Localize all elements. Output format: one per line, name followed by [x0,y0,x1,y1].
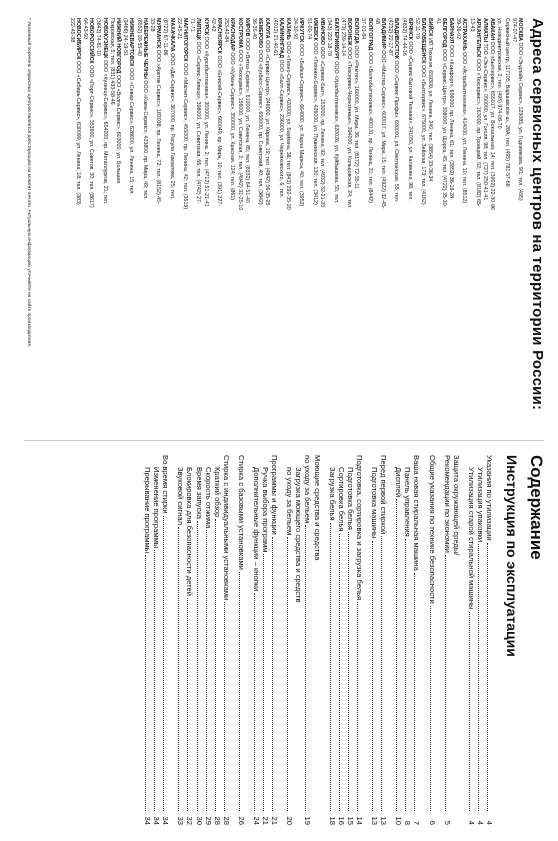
service-center-city: БРЯНСК [406,18,413,40]
toc-entry[interactable] [403,455,412,825]
toc-entry-title: Время запуска [194,467,204,519]
service-center-entry [482,18,488,211]
toc-leader-dots [187,598,188,811]
service-centers-footnote: * Указанный перечень сервисных центров является действующим на момент печати. Актуальную информацию уточняйте на сайте производителя. [26,18,32,348]
service-center-city: МУРМАНСК [155,18,162,49]
service-center-entry [455,18,467,211]
toc-leader-dots [178,527,179,811]
contents-title: Содержание [527,455,546,560]
service-center-entry [210,18,222,211]
service-center-entry [387,18,399,211]
service-center-city: НИЖНЕВАРТОВСК [128,18,135,67]
service-center-city: БЛАГОВЕЩЕНСК [420,18,427,64]
service-center-details: ООО «Техсервис-Черноземье», 394000, ул. Кольцовская, 24; тел. (473) 239-14-14 [339,18,352,209]
toc-leader-dots [381,536,382,811]
service-center-entry [244,18,250,211]
service-center-city: ВОРОНЕЖ [345,18,352,46]
service-center-city: ЛИПЕЦК [195,18,202,40]
toc-leader-dots [215,519,216,811]
service-center-city: КАЛУГА [264,18,271,39]
service-center-city: ИВАНОВО [319,18,326,45]
toc-entry-title: Дополнительные функции – кнопки [252,467,262,592]
service-center-details: ООО «Байкал-Сервис», 664000, ул. Карла Маркса, 40; тел. (3952) 24-30-50 [292,18,305,207]
toc-entry[interactable] [485,455,494,825]
toc-leader-dots [396,499,397,811]
service-center-details: ООО «Волгобыттехника», 400131, пр. Ленина, 31; тел. (8442) 37-01-84 [360,18,373,203]
service-center-city: КЕМЕРОВО [257,18,264,49]
toc-entry[interactable] [176,455,185,825]
service-center-entry [511,18,523,211]
toc-leader-dots [430,606,431,811]
toc-entry[interactable] [313,455,322,825]
toc-entry-page: 10 [394,816,404,825]
toc-entry[interactable] [143,455,152,825]
service-center-entry [306,18,318,211]
toc-leader-dots [197,521,198,811]
service-center-details: Сервисный центр, 117105, Варшавское ш., 28А; тел. (495) 781-57-68 [503,18,510,187]
toc-entry-page: 28 [212,816,222,825]
toc-entry[interactable] [213,455,222,825]
service-center-entry [353,18,359,211]
toc-entry-title: Краткий обзор [212,467,222,518]
toc-entry-page: 34 [161,816,171,825]
service-center-city: НОВОРОССИЙСК [88,18,95,64]
toc-entry-title: Общие указания по технике безопасности [427,455,437,604]
service-center-entry [68,18,80,211]
toc-entry-page: 16 [336,816,346,825]
toc-entry-title: Во время стирки [161,455,171,514]
service-center-entry [400,18,412,211]
service-center-details: ООО «Курскбыттехника», 305000, ул. Ленина, 2; тел. (4712) 51-21-41 [202,36,209,207]
toc-entry-title: Перед первой стиркой [379,455,389,535]
service-center-details: ООО «Магнит-Сервис», 455000, пр. Ленина, 42; тел. (3519) 22-45-21 [175,18,189,210]
toc-entry-page: 33 [176,816,186,825]
service-center-entry [135,18,147,211]
table-of-contents [143,455,494,825]
service-center-city: АЛМАТЫ [481,18,488,43]
toc-entry-page: 30 [194,816,204,825]
toc-entry-title: Стирка с базовыми установками [236,455,246,570]
toc-entry-title: Указания по утилизации [485,455,494,541]
service-center-entry [202,18,208,211]
service-centers-section [26,18,546,418]
toc-entry[interactable] [252,455,261,825]
toc-entry-page: 26 [236,816,246,825]
toc-leader-dots [372,541,373,811]
service-center-entry [503,18,509,211]
toc-entry[interactable] [467,455,476,825]
toc-entry[interactable] [379,455,388,825]
service-center-entry [82,18,94,211]
service-center-city: КРАСНОДАР [229,18,236,51]
toc-entry-title: Утилизация упаковки [475,467,485,543]
toc-entry[interactable] [370,455,379,825]
toc-entry-title: Загрузка белья [327,467,337,521]
toc-entry[interactable] [427,455,436,825]
toc-leader-dots [287,537,288,811]
service-center-details: ООО «Кубань-Сервис», 350000, ул. Красная, 124; тел. (861) 253-40-84 [223,18,236,201]
service-center-city: МАХАЧКАЛА [168,18,175,52]
service-center-details: ООО «Кузнецк-Сервис», 654000, пр. Металлургов, 21; тел. (3843) 74-81-10 [95,18,108,205]
service-centers-title: Адреса сервисных центров на территории России: [529,18,546,411]
service-center-city: ВОЛГОГРАД [366,18,373,51]
toc-entry[interactable] [194,455,203,825]
toc-entry-title: по уходу за бельем [285,467,295,536]
service-center-city: БАРНАУЛ [447,18,454,44]
toc-leader-dots [306,525,307,811]
service-center-details: ООО «Сервис-Липецк», 398000, ул. Советская, 66; тел. (4742) 27-71-71 [189,18,202,204]
service-center-details: ООО «Эндлайн Сервис», 129085, ул. Годовикова, 9/1; тел. (495) 974-07-47 [510,18,523,201]
service-center-entry [162,18,174,211]
service-center-details: ООО «Ремтех», 160000, ул. Мира, 36; тел. (8172) 72-35-11 [353,45,360,189]
service-center-details: ООО «Сервис-Профи», 690091, ул. Светланская, 55; тел. (4232) 22-17-87 [387,18,400,203]
toc-leader-dots [330,523,331,811]
toc-entry[interactable] [285,455,294,825]
service-center-details: ООО «Техсервис», 156000, ул. Советская, 2; тел. (4942) 31-25-10 [236,49,243,211]
toc-entry-title: Подготовка белья [345,467,355,530]
service-center-city: ВЛАДИМИР [379,18,386,49]
toc-entry-title: Моющие средства и средства [312,455,322,561]
service-center-details: ООО «Енисей-Сервис», 660049, пр. Мира, 10; тел. (391) 227-42-42 [209,18,223,207]
toc-entry[interactable] [412,455,421,825]
service-center-city: БЕЛГОРОД [440,18,447,48]
service-center-entry [223,18,235,211]
toc-entry-title: Загрузка моющего средства и средств [294,467,304,603]
service-center-details: ООО «Бытсервис», 655017, ул. Вокзальная, 14; тел. (3902) 22-30-96 [489,41,496,210]
toc-entry[interactable] [394,455,403,825]
toc-entry-title: Рекомендации по экономии [442,455,452,553]
toc-entry[interactable] [261,455,270,825]
service-center-details: ООО «Мастер-Сервис», 600017, ул. Мира, 15; тел. (4922) 32-45-48 [373,18,386,209]
service-center-city: МАГНИТОГОРСК [182,18,189,62]
service-center-city: АСТРАХАНЬ [461,18,468,51]
toc-leader-dots [254,593,255,811]
service-center-entry [285,18,291,211]
service-center-city: ВЛАДИВОСТОК [393,18,400,59]
toc-leader-dots [487,543,488,811]
toc-entry-title: Блокировка для безопасности детей [185,467,195,596]
service-center-details: ООО «Кузбасс-Сервис», 650000, пр. Советский, 40; тел. (3842) 36-35-40 [251,18,264,205]
service-centers-list [53,18,523,418]
toc-entry-page: 5 [442,820,452,825]
toc-entry[interactable] [346,455,355,825]
toc-entry-title: Защита окружающей среды/ [451,455,461,556]
service-center-city: НИЖНИЙ НОВГОРОД [115,18,122,74]
service-center-details: ООО «Сервис-Быт», 153000, пр. Ленина, 92; тел. (4932) 32-21-20 [319,46,326,208]
toc-entry-title: Панель управления [403,467,413,537]
service-center-city: КРАСНОЯРСК [216,18,223,54]
service-center-details: ООО «Балт-Сервис», 236000, ул. Черняховского, 6; тел. (4012) 21-40-61 [271,18,284,198]
service-center-entry [236,18,242,211]
service-center-city: ИРКУТСК [298,18,305,43]
service-center-entry [319,18,325,211]
service-center-details: ООО «Бытсервис», 675000, ул. Зейская, 173; тел. (4162) 52-11-79 [413,18,427,205]
service-center-entry [149,18,161,211]
service-center-entry [109,18,121,211]
toc-entry[interactable] [355,455,364,825]
toc-leader-dots [206,530,207,811]
service-center-city: КИРОВ [243,18,250,37]
service-center-city: АБАКАН [489,18,496,41]
toc-leader-dots [348,532,349,811]
toc-entry-title: по уходу за бельем [303,455,313,524]
service-center-entry [95,18,107,211]
toc-leader-dots [414,573,415,811]
service-center-details: ООО «Сервис-Центр», 308000, ул. Щорса, 45; тел. (4722) 35-30-41 [434,18,447,208]
toc-entry[interactable] [222,455,231,825]
service-center-entry [468,18,480,211]
toc-leader-dots [239,572,240,811]
toc-leader-dots [339,534,340,811]
toc-leader-dots [272,537,273,811]
service-center-city: КУРСК [202,18,209,36]
toc-entry-page: 4 [485,820,494,825]
toc-leader-dots [163,516,164,811]
service-center-details: ООО «Уралбыттехника», 620026, ул. Куйбышева, 55; тел. (343) 222-18-78 [326,18,339,204]
toc-leader-dots [357,602,358,811]
contents-section [26,455,546,825]
manual-title: Инструкция по эксплуатации [504,455,520,657]
service-center-entry [264,18,270,211]
service-center-city: НОВОКУЗНЕЦК [101,18,108,59]
toc-entry-page: 15 [345,816,355,825]
toc-entry-page: 4 [466,820,476,825]
toc-entry-page: 21 [261,816,271,825]
toc-entry-page: 13 [370,816,380,825]
toc-entry-page: 19 [303,816,313,825]
toc-leader-dots [154,550,155,811]
service-center-city: КАЗАНЬ [285,18,292,40]
service-center-entry [292,18,304,211]
toc-entry-page: 34 [143,816,153,825]
service-center-city: НОВОСИБИРСК [74,18,81,60]
toc-entry-page: 7 [412,820,422,825]
toc-entry-title: Скорость отжима [203,467,213,529]
toc-entry[interactable] [204,455,213,825]
service-center-entry [189,18,201,211]
toc-entry-title: Изменение программы [152,467,162,549]
service-center-details: ООО «Арктик-Сервис», 183038, пр. Ленина, 72; тел. (8152) 45-33-28 [149,18,162,204]
service-center-details: ТОО «Эко-Сервис», 050000, ул. Гоголя, 98; тел. (727) 250-41-41 [481,43,488,201]
service-center-details: ООО «Техсервис», 163000, пр. Троицкий, 52; тел. (8182) 65-13-43 [468,18,481,207]
toc-entry-title: Ваша новая стиральная машина [412,455,422,571]
toc-entry-page: 20 [285,816,295,825]
toc-entry-title: Ручка выбора программ [261,467,271,553]
toc-leader-dots [224,602,225,811]
service-center-details: ООО «Север-Сервис», 628600, ул. Ленина, 15; тел. (3466) 24-19-51 [122,18,135,195]
toc-leader-dots [405,539,406,811]
service-center-details: ООО «Сервис-Центр», 248000, ул. Кирова, 19; тел. (4842) 56-35-25 [264,40,271,206]
toc-entry-page: 18 [327,816,337,825]
toc-entry-page: 24 [252,816,262,825]
toc-entry-title: Звуковой сигнал [176,467,186,526]
service-center-entry [414,18,426,211]
service-center-details: ООО «Техно-Сервис», 420000, ул. Баумана, 38; тел. (843) 292-35-20 [285,41,292,210]
service-center-entry [360,18,372,211]
service-center-city: ИЖЕВСК [311,18,318,41]
toc-entry-page: 14 [354,816,364,825]
service-center-city: ЕКАТЕРИНБУРГ [332,18,339,60]
service-center-entry [271,18,283,211]
service-center-entry [434,18,446,211]
service-center-city: МОСКВА [517,18,523,41]
service-center-details: ООО «Даг-Сервис», 367000, пр. Расула Гамзатова, 25; тел. (8722) 67-11-86 [162,18,175,200]
toc-entry-page: 6 [427,820,437,825]
toc-entry-page: 34 [152,816,162,825]
toc-entry[interactable] [237,455,246,825]
service-center-details: ООО «Вятка-Сервис», 610000, ул. Ленина, 85; тел. (8332) 64-51-40 [243,37,250,203]
service-center-city: НАБЕРЕЖНЫЕ ЧЕЛНЫ [141,18,148,79]
service-center-details: ООО «Техника-Сервис», 426000, ул. Пушкинская, 130; тел. (3412) 51-00-74 [305,18,318,205]
toc-entry[interactable] [337,455,346,825]
service-center-details: ООО «Кама-Сервис», 423800, пр. Мира, 49; тел. (8552) 39-55-40 [135,18,148,200]
service-center-entry [427,18,433,211]
service-center-details: ООО «Астрабыттехника», 414000, ул. Ленина, 10; тел. (8512) 39-36-02 [455,18,468,204]
toc-entry-page: 21 [270,816,280,825]
service-center-city: ВОЛОГДА [353,18,360,44]
toc-leader-dots [478,544,479,811]
service-center-details: ул. Новодмитровская, 2; тел. (495) 974-08-70 [496,18,503,129]
toc-leader-dots [145,555,146,811]
service-center-details: ООО «Сибирь-Сервис», 630099, ул. Ленина, 18; тел. (383) 222-45-38 [68,18,81,205]
toc-entry-title: Сортировка белья [336,467,346,532]
toc-entry[interactable] [303,455,312,825]
toc-leader-dots [263,554,264,811]
toc-entry-page: 8 [403,820,413,825]
toc-entry[interactable] [476,455,485,825]
service-center-entry [122,18,134,211]
toc-entry[interactable] [294,455,303,825]
service-center-entry [326,18,338,211]
toc-entry-page: 32 [185,816,195,825]
toc-entry-page: 4 [475,820,485,825]
service-center-entry [176,18,188,211]
toc-entry[interactable] [270,455,279,825]
service-center-entry [251,18,263,211]
service-center-entry [374,18,386,211]
toc-leader-dots [445,555,446,811]
service-center-entry [340,18,352,211]
service-center-details: ООО «Сервис-Бытовой Техники», 241050, ул. Калинина, 98; тел. (4832) 74-44-16 [400,18,413,201]
toc-entry-title: Подготовка, сортировка и загрузка белья [354,455,364,601]
toc-leader-dots [469,612,470,812]
toc-entry-page: 29 [203,816,213,825]
toc-entry[interactable] [152,455,161,825]
toc-entry-title: Подготовка машины [370,467,380,539]
service-center-city: АРХАНГЕЛЬСК [474,18,481,58]
toc-entry[interactable] [443,455,452,825]
toc-entry-title: Прерывание программы [143,467,153,554]
service-center-details: ООО «Волга-Сервис», 603000, ул. Большая Покровская, 5; тел. (831) 433-58-46 [108,18,122,184]
toc-entry-page: 28 [221,816,231,825]
toc-entry[interactable] [452,455,461,825]
service-center-city: БИЙСК [427,18,434,37]
toc-entry[interactable] [161,455,170,825]
service-center-entry [489,18,495,211]
service-center-details: ИП Тихонов, 659300, ул. Ленина, 240; тел. (3854) 33-36-34 [427,37,434,182]
service-center-entry [448,18,454,211]
column-divider [24,440,544,441]
toc-entry-title: Утилизация старой стиральной машины [466,467,476,610]
service-center-entry [496,18,502,211]
toc-entry[interactable] [185,455,194,825]
toc-entry-title: Стирка с индивидуальными установками [221,455,231,601]
toc-entry-title: Программы и функции [270,455,280,535]
service-center-details: ООО «Порт-Сервис», 353900, ул. Советов, 30; тел. (8617) 64-43-60 [82,18,95,208]
toc-entry-page: 13 [379,816,389,825]
service-center-details: ООО «Комфорт», 656000, пр. Ленина, 61; тел. (3852) 36-18-28 [447,44,454,199]
toc-entry[interactable] [328,455,337,825]
toc-entry-title: Дисплей [394,467,404,498]
service-center-city: КАЛИНИНГРАД [277,18,284,58]
service-center-city: КОСТРОМА [236,18,243,49]
